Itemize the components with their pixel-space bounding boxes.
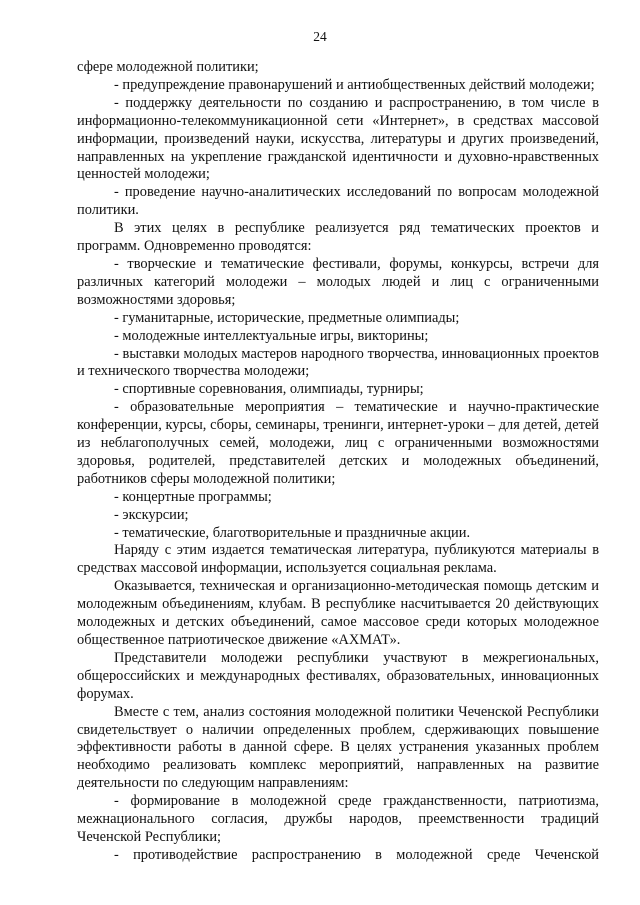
paragraph: - предупреждение правонарушений и антиобщественных действий молодежи;	[114, 76, 595, 93]
paragraph: Представители молодежи республики участвуют в межрегиональных, общероссийских и международных фестивалях, образовательных, инновационных форумах.	[77, 649, 599, 702]
paragraph: В этих целях в республике реализуется ряд тематических проектов и программ. Одновременно проводятся:	[77, 220, 599, 255]
paragraph: Вместе с тем, анализ состояния молодежной политики Чеченской Республики свидетельствует о наличии определенных проблем, сдерживающих повышение эффективности работы в данной сфере. В целях устранения указанных проблем необходимо реализовать комплекс мероприятий, направленных на развитие деятельности по следующим направлениям:	[77, 703, 599, 792]
paragraph: - формирование в молодежной среде гражданственности, патриотизма, межнационального согласия, дружбы народов, преемственности традиций Чеченской Республики;	[77, 793, 599, 845]
paragraph: - проведение научно-аналитических исследований по вопросам молодежной политики.	[77, 184, 599, 219]
paragraph: Наряду с этим издается тематическая литература, публикуются материалы в средствах массовой информации, используется социальная реклама.	[77, 542, 599, 577]
document-body	[77, 59, 599, 865]
paragraph: - творческие и тематические фестивали, форумы, конкурсы, встречи для различных категорий молодежи – молодых людей и лиц с ограниченными возможностями здоровья;	[77, 255, 599, 308]
paragraph: - молодежные интеллектуальные игры, викторины;	[114, 327, 429, 344]
paragraph: - выставки молодых мастеров народного творчества, инновационных проектов и технического творчества молодежи;	[77, 345, 599, 380]
paragraph: - образовательные мероприятия – тематические и научно-практические конференции, курсы, сборы, семинары, тренинги, интернет-уроки – для детей, детей из неблагополучных семей, молодежи, лиц с ограниченными возможностями здоровья, родителей, представителей детских и молодежных объединений, работников сферы молодежной политики;	[77, 399, 599, 487]
paragraph: - поддержку деятельности по созданию и распространению, в том числе в информационно-телекоммуникационной сети «Интернет», в средствах массовой информации, произведений науки, искусства, литературы и других произведений, направленных на укрепление гражданской идентичности и духовно-нравственных ценностей молодежи;	[77, 94, 599, 183]
paragraph: - спортивные соревнования, олимпиады, турниры;	[114, 381, 424, 398]
paragraph: - тематические, благотворительные и праздничные акции.	[114, 524, 471, 541]
paragraph: - экскурсии;	[114, 506, 189, 523]
paragraph: - концертные программы;	[114, 488, 272, 505]
paragraph: сфере молодежной политики;	[77, 59, 259, 75]
paragraph: Оказывается, техническая и организационно-методическая помощь детским и молодежным объединениям, клубам. В республике насчитывается 20 действующих молодежных и детских объединений, самое массовое среди которых молодежное общественное патриотическое движение «АХМАТ».	[77, 578, 599, 648]
page-number: 24	[313, 29, 327, 44]
paragraph: - гуманитарные, исторические, предметные олимпиады;	[114, 309, 460, 326]
paragraph: - противодействие распространению в молодежной среде Чеченской	[114, 846, 599, 863]
